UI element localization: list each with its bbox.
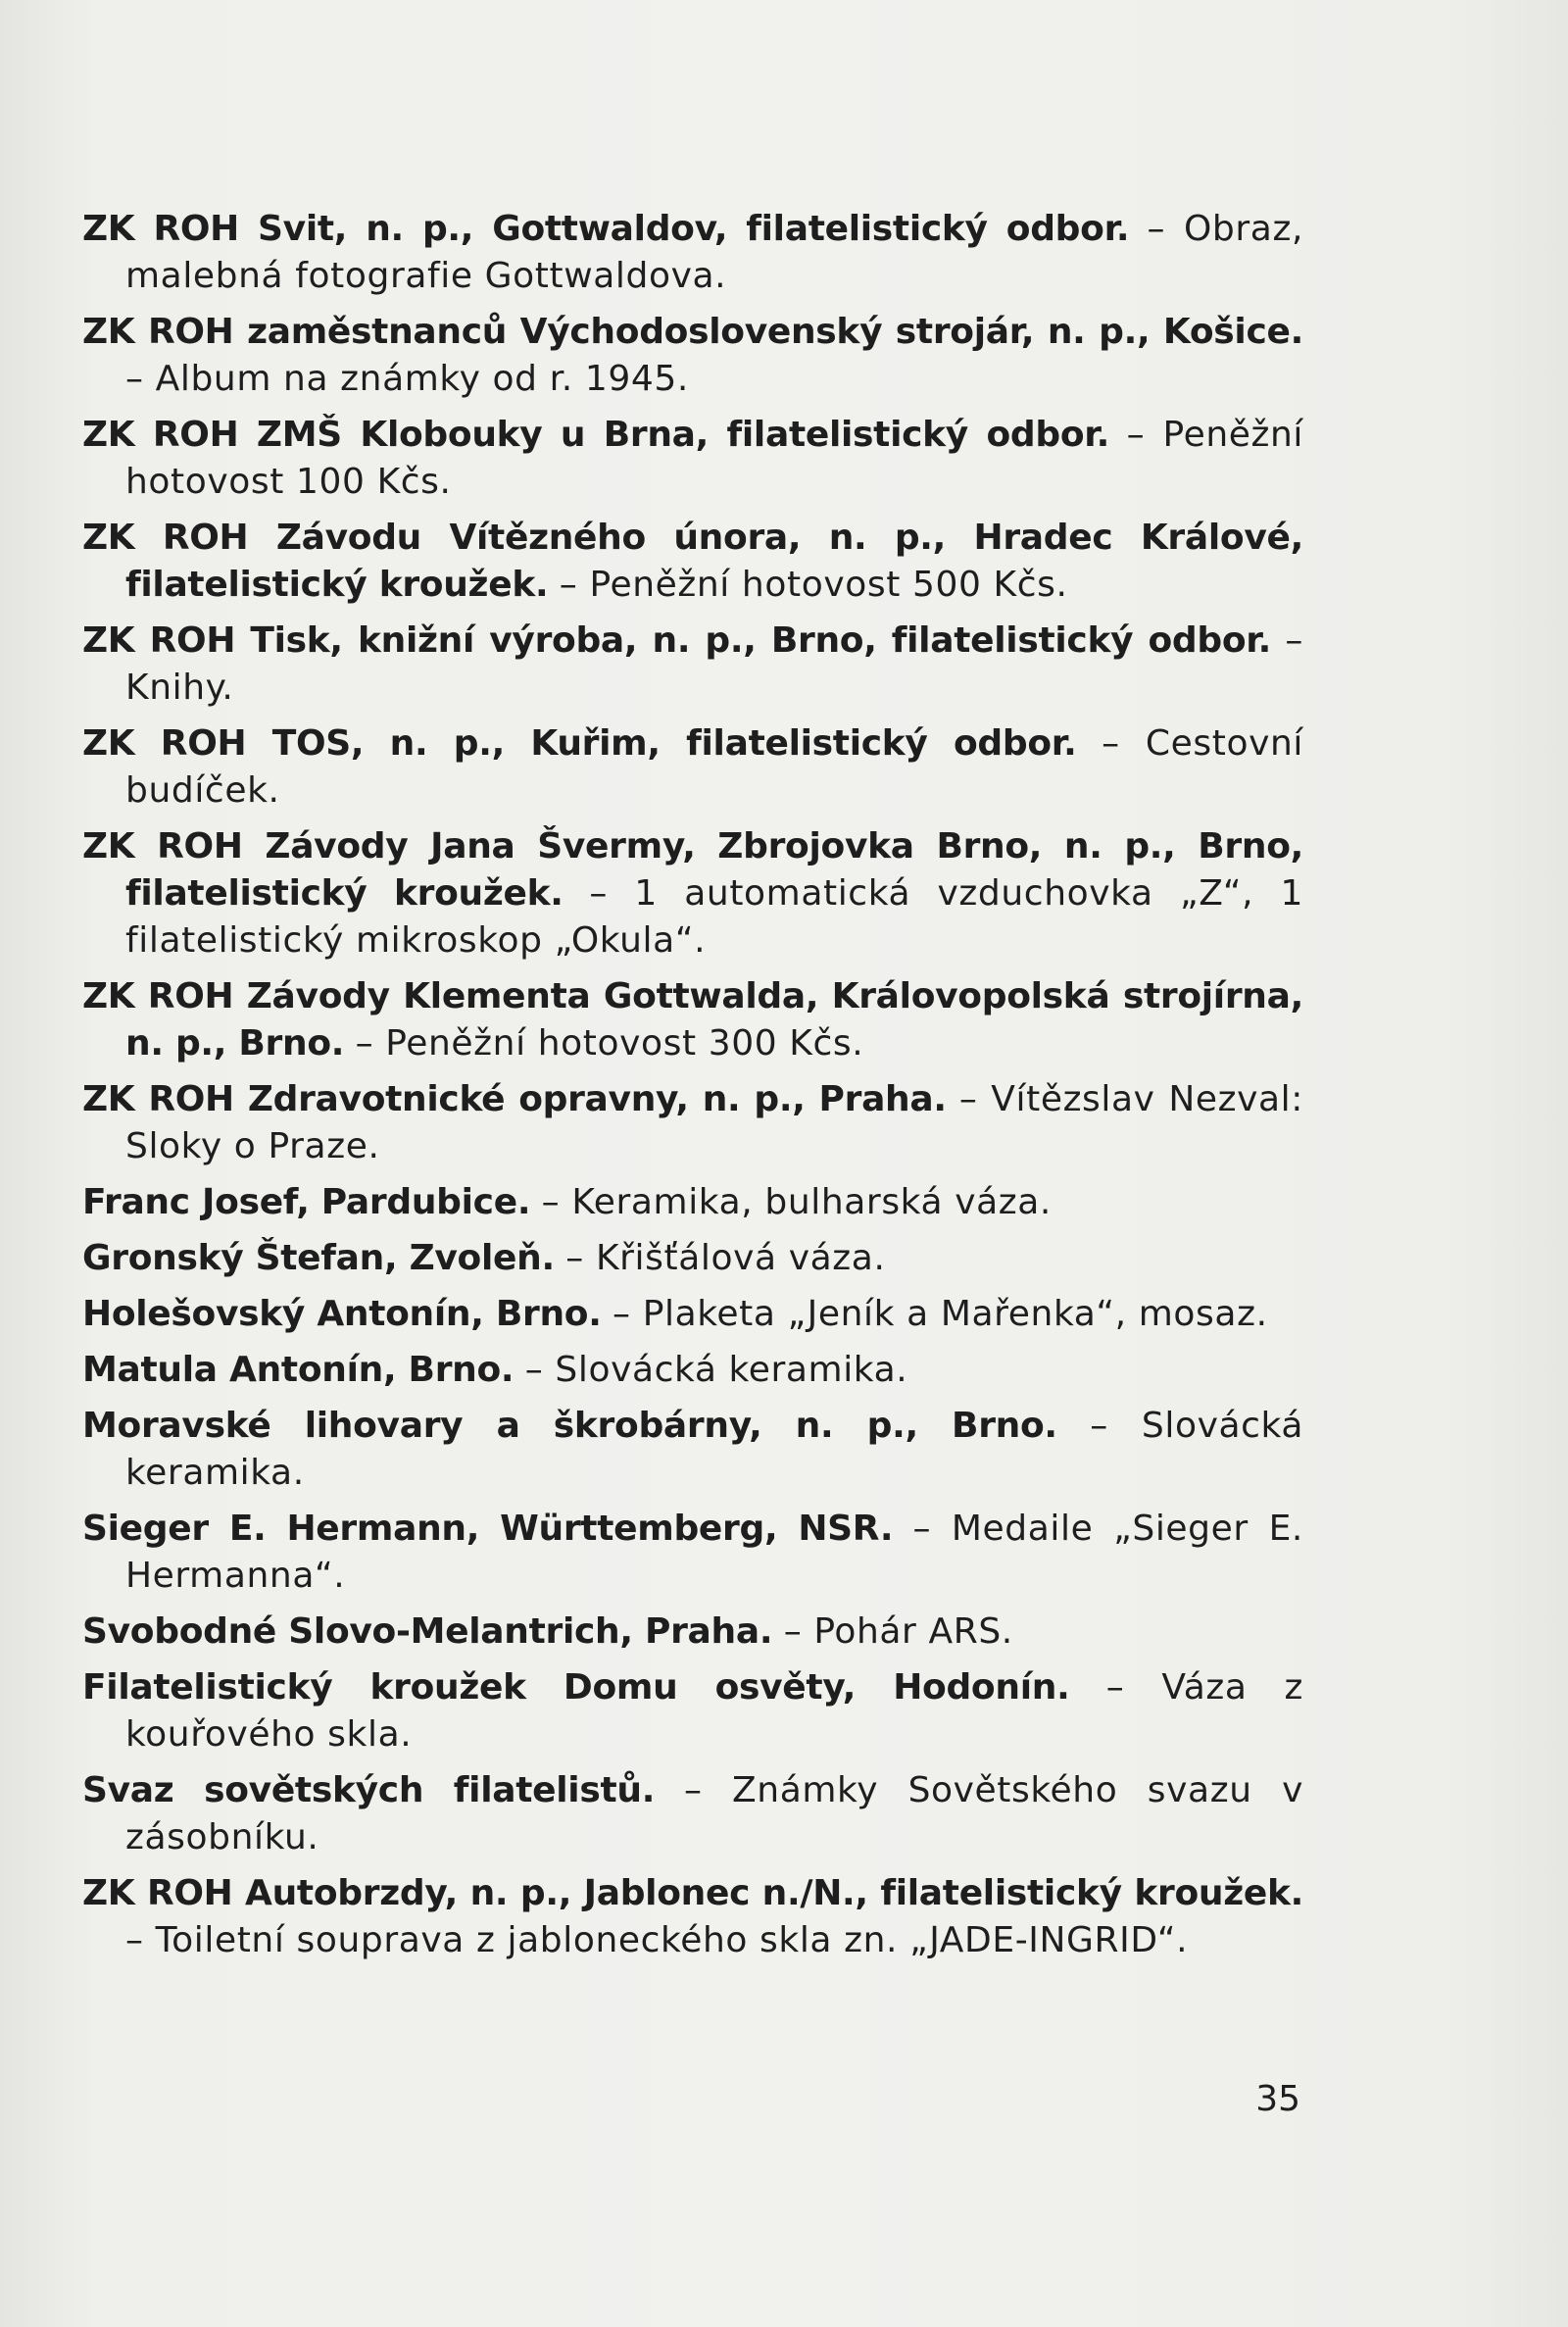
list-item xyxy=(82,1291,1303,1338)
donor-name: ZK ROH TOS, n. p., Kuřim, filatelistický odbor. xyxy=(82,723,1077,764)
donor-name: ZK ROH Závody Jana Švermy, Zbrojovka Brno, n. p., Brno, filatelistický kroužek. xyxy=(82,826,1303,914)
donor-name: ZK ROH Závodu Vítězného února, n. p., Hradec Králové, filatelistický kroužek. xyxy=(82,518,1303,605)
donor-name: ZK ROH Závody Klementa Gottwalda, Královopolská strojírna, n. p., Brno. xyxy=(82,976,1303,1064)
prize-description: – Album na známky od r. 1945. xyxy=(125,359,689,399)
prize-description: – Toiletní souprava z jabloneckého skla zn. „JADE-INGRID“. xyxy=(125,1920,1189,1960)
list-item xyxy=(82,412,1303,506)
donor-name: ZK ROH Zdravotnické opravny, n. p., Praha. xyxy=(82,1079,947,1119)
prize-description: – Knihy. xyxy=(125,620,1303,708)
list-item xyxy=(82,1076,1303,1170)
donor-name: ZK ROH Svit, n. p., Gottwaldov, filatelistický odbor. xyxy=(82,209,1130,249)
prize-description: – Cestovní budíček. xyxy=(125,723,1303,811)
prize-description: – Medaile „Sieger E. Hermanna“. xyxy=(125,1509,1303,1596)
list-item xyxy=(82,515,1303,609)
prize-description: – Peněžní hotovost 100 Kčs. xyxy=(125,415,1303,502)
prize-description: – Peněžní hotovost 300 Kčs. xyxy=(355,1023,864,1064)
prize-description: – Váza z kouřového skla. xyxy=(125,1667,1304,1755)
list-item xyxy=(82,309,1303,403)
donor-name: ZK ROH Tisk, knižní výroba, n. p., Brno, filatelistický odbor. xyxy=(82,620,1271,661)
page-number: 35 xyxy=(1255,2079,1300,2119)
prize-description: – Vítězslav Nezval: Sloky o Praze. xyxy=(125,1079,1304,1166)
donor-name: Gronský Štefan, Zvoleň. xyxy=(82,1238,555,1278)
donor-name: Moravské lihovary a škrobárny, n. p., Brno. xyxy=(82,1406,1057,1446)
donor-name: ZK ROH Autobrzdy, n. p., Jablonec n./N., filatelistický kroužek. xyxy=(82,1873,1303,1913)
prize-description: – Obraz, malebná fotografie Gottwaldova. xyxy=(125,209,1303,296)
donor-name: Franc Josef, Pardubice. xyxy=(82,1182,531,1222)
donor-name: Matula Antonín, Brno. xyxy=(82,1350,514,1390)
prize-description: – Keramika, bulharská váza. xyxy=(541,1182,1052,1222)
list-item xyxy=(82,1664,1303,1758)
list-item xyxy=(82,1609,1303,1656)
list-item xyxy=(82,823,1303,965)
donor-name: ZK ROH ZMŠ Klobouky u Brna, filatelistický odbor. xyxy=(82,415,1109,455)
list-item xyxy=(82,1767,1303,1861)
list-item xyxy=(82,1403,1303,1497)
donor-name: Svobodné Slovo-Melantrich, Praha. xyxy=(82,1611,773,1652)
prize-description: – Plaketa „Jeník a Mařenka“, mosaz. xyxy=(612,1294,1268,1334)
list-item xyxy=(82,618,1303,712)
list-item xyxy=(82,973,1303,1067)
list-item xyxy=(82,1179,1303,1226)
list-item xyxy=(82,1347,1303,1394)
prize-description: – Slovácká keramika. xyxy=(125,1406,1304,1493)
list-item xyxy=(82,206,1303,300)
prize-description: – 1 automatická vzduchovka „Z“, 1 filatelistický mikroskop „Okula“. xyxy=(125,873,1303,961)
list-item xyxy=(82,1870,1303,1964)
donor-name: Svaz sovětských filatelistů. xyxy=(82,1770,656,1810)
list-item xyxy=(82,1235,1303,1282)
list-item xyxy=(82,1506,1303,1600)
list-item xyxy=(82,720,1303,815)
donor-name: Filatelistický kroužek Domu osvěty, Hodonín. xyxy=(82,1667,1070,1708)
prize-description: – Známky Sovětského svazu v zásobníku. xyxy=(125,1770,1303,1857)
donor-name: ZK ROH zaměstnanců Východoslovenský strojár, n. p., Košice. xyxy=(82,312,1303,352)
prize-description: – Slovácká keramika. xyxy=(524,1350,908,1390)
prize-donor-list xyxy=(82,206,1303,1973)
prize-description: – Peněžní hotovost 500 Kčs. xyxy=(559,565,1068,605)
donor-name: Holešovský Antonín, Brno. xyxy=(82,1294,602,1334)
prize-description: – Pohár ARS. xyxy=(783,1611,1013,1652)
donor-name: Sieger E. Hermann, Württemberg, NSR. xyxy=(82,1509,894,1549)
prize-description: – Křišťálová váza. xyxy=(565,1238,886,1278)
